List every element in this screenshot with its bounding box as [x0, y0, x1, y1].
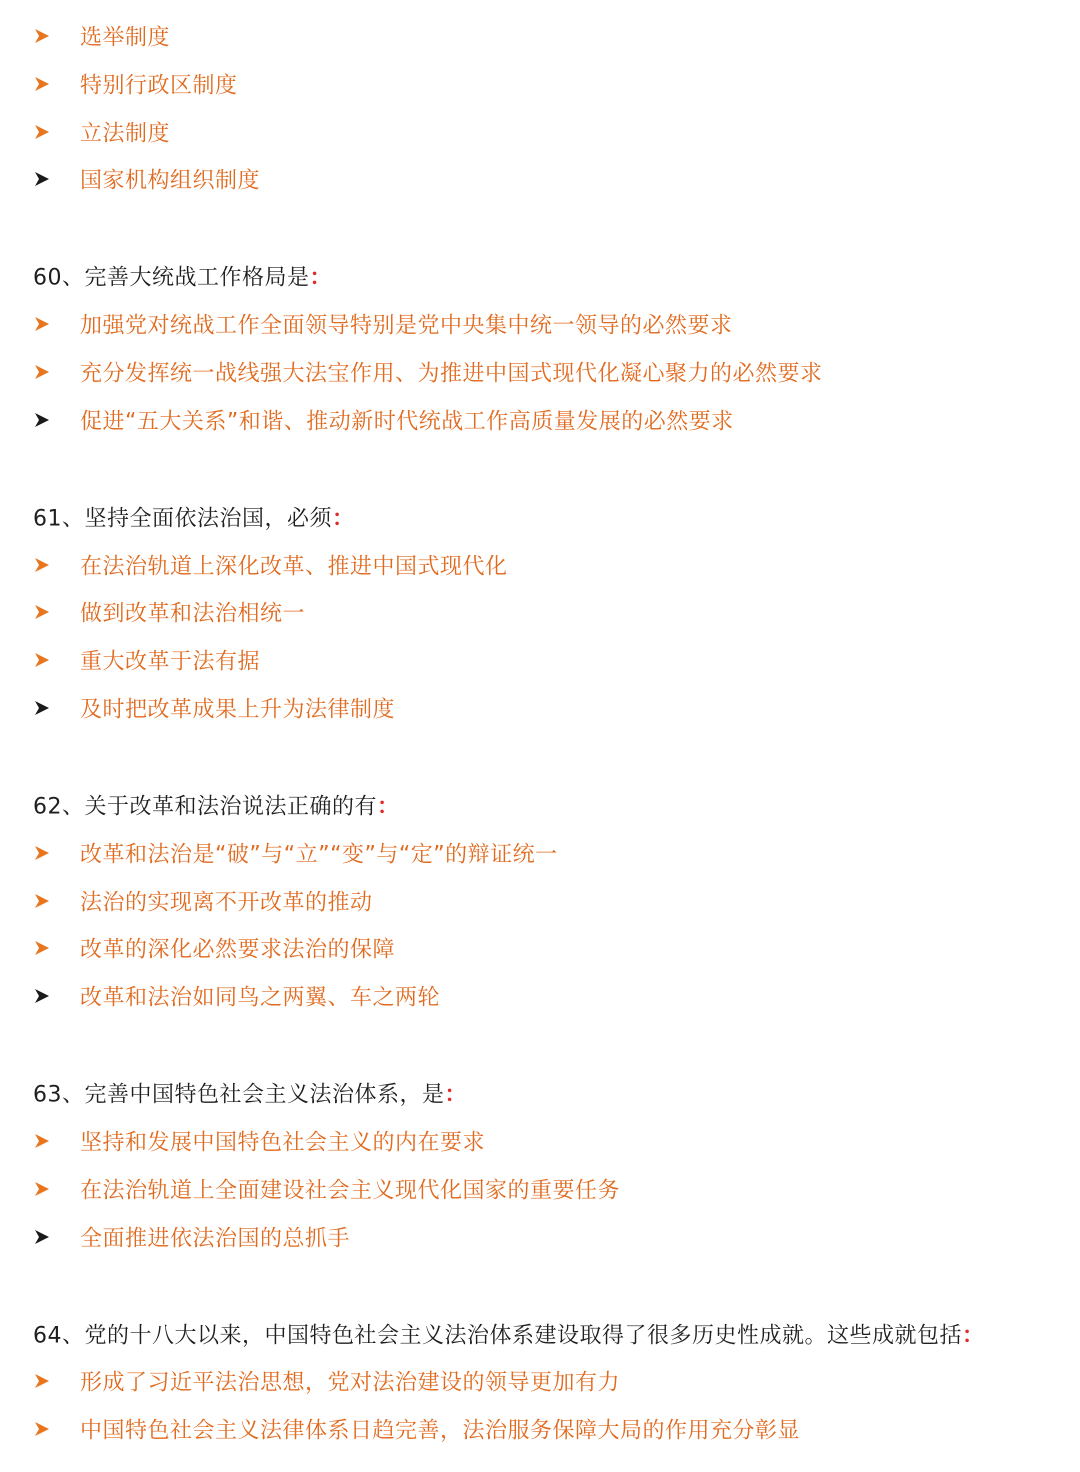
- right-arrowhead-icon: [34, 604, 50, 620]
- list-item: [0, 691, 1080, 725]
- list-item: [0, 162, 1080, 196]
- question-heading: [0, 1317, 1080, 1351]
- list-item: [0, 931, 1080, 965]
- option-text: 改革和法治是“破”与“立”“变”与“定”的辩证统一: [80, 842, 558, 868]
- list-item: [0, 1364, 1080, 1398]
- list-item: [0, 1412, 1080, 1446]
- list-item: [0, 979, 1080, 1013]
- option-text: 法治的实现离不开改革的推动: [80, 890, 373, 916]
- list-item: [0, 19, 1080, 53]
- list-item: [0, 115, 1080, 149]
- right-arrowhead-icon: [34, 316, 50, 332]
- option-text: 改革和法治如同鸟之两翼、车之两轮: [80, 985, 441, 1011]
- right-arrowhead-icon: [34, 412, 50, 428]
- list-item: [0, 1124, 1080, 1158]
- question-colon: ：: [377, 794, 400, 820]
- option-text: 重大改革于法有据: [80, 649, 261, 675]
- option-text: 做到改革和法治相统一: [80, 601, 306, 627]
- right-arrowhead-icon: [34, 28, 50, 44]
- question-colon: ：: [444, 1082, 468, 1108]
- right-arrowhead-icon: [34, 845, 50, 861]
- option-text: 在法治轨道上全面建设社会主义现代化国家的重要任务: [80, 1178, 621, 1204]
- right-arrowhead-icon: [34, 893, 50, 909]
- question-text: [33, 261, 332, 292]
- right-arrowhead-icon: [34, 364, 50, 380]
- right-arrowhead-icon: [34, 940, 50, 956]
- list-item: [0, 1172, 1080, 1206]
- option-text: 形成了习近平法治思想，党对法治建设的领导更加有力: [80, 1370, 621, 1396]
- right-arrowhead-icon: [34, 1133, 50, 1149]
- right-arrowhead-icon: [34, 1181, 50, 1197]
- option-text: 在法治轨道上深化改革、推进中国式现代化: [80, 554, 508, 580]
- question-text: [33, 1078, 467, 1109]
- option-text: 全面推进依法治国的总抓手: [80, 1226, 351, 1252]
- right-arrowhead-icon: [34, 1229, 50, 1245]
- question-title: 60、完善大统战工作格局是: [33, 265, 310, 291]
- question-heading: [0, 1076, 1080, 1110]
- right-arrowhead-icon: [34, 76, 50, 92]
- list-item: [0, 548, 1080, 582]
- question-title: 62、关于改革和法治说法正确的有: [33, 794, 377, 820]
- list-item: [0, 355, 1080, 389]
- list-item: [0, 1220, 1080, 1254]
- list-item: [0, 884, 1080, 918]
- question-colon: ：: [332, 506, 355, 532]
- option-text: 特别行政区制度: [80, 73, 238, 99]
- option-text: 选举制度: [80, 25, 171, 51]
- right-arrowhead-icon: [34, 1421, 50, 1437]
- right-arrowhead-icon: [34, 1373, 50, 1389]
- question-colon: ：: [309, 265, 333, 291]
- right-arrowhead-icon: [34, 652, 50, 668]
- question-heading: [0, 788, 1080, 822]
- right-arrowhead-icon: [34, 557, 50, 573]
- list-item: [0, 67, 1080, 101]
- option-text: 加强党对统战工作全面领导特别是党中央集中统一领导的必然要求: [80, 313, 733, 339]
- right-arrowhead-icon: [34, 124, 50, 140]
- right-arrowhead-icon: [34, 988, 50, 1004]
- option-text: 促进“五大关系”和谐、推动新时代统战工作高质量发展的必然要求: [80, 409, 734, 435]
- list-item: [0, 307, 1080, 341]
- list-item: [0, 836, 1080, 870]
- question-title: 61、坚持全面依法治国，必须: [33, 506, 332, 532]
- question-title: 64、党的十八大以来，中国特色社会主义法治体系建设取得了很多历史性成就。这些成就包括: [33, 1323, 962, 1349]
- list-item: [0, 595, 1080, 629]
- right-arrowhead-icon: [34, 700, 50, 716]
- option-text: 中国特色社会主义法律体系日趋完善，法治服务保障大局的作用充分彰显: [80, 1418, 801, 1444]
- question-text: [33, 790, 400, 821]
- question-text: [33, 1318, 985, 1349]
- list-item: [0, 403, 1080, 437]
- question-title: 63、完善中国特色社会主义法治体系，是: [33, 1082, 445, 1108]
- option-text: 充分发挥统一战线强大法宝作用、为推进中国式现代化凝心聚力的必然要求: [80, 361, 823, 387]
- list-item: [0, 643, 1080, 677]
- question-text: [33, 501, 355, 532]
- option-text: 国家机构组织制度: [80, 168, 261, 194]
- question-heading: [0, 259, 1080, 293]
- right-arrowhead-icon: [34, 171, 50, 187]
- option-text: 改革的深化必然要求法治的保障: [80, 937, 396, 963]
- question-colon: ：: [962, 1323, 985, 1349]
- question-heading: [0, 500, 1080, 534]
- option-text: 及时把改革成果上升为法律制度: [80, 697, 396, 723]
- option-text: 坚持和发展中国特色社会主义的内在要求: [80, 1130, 486, 1156]
- option-text: 立法制度: [80, 121, 171, 147]
